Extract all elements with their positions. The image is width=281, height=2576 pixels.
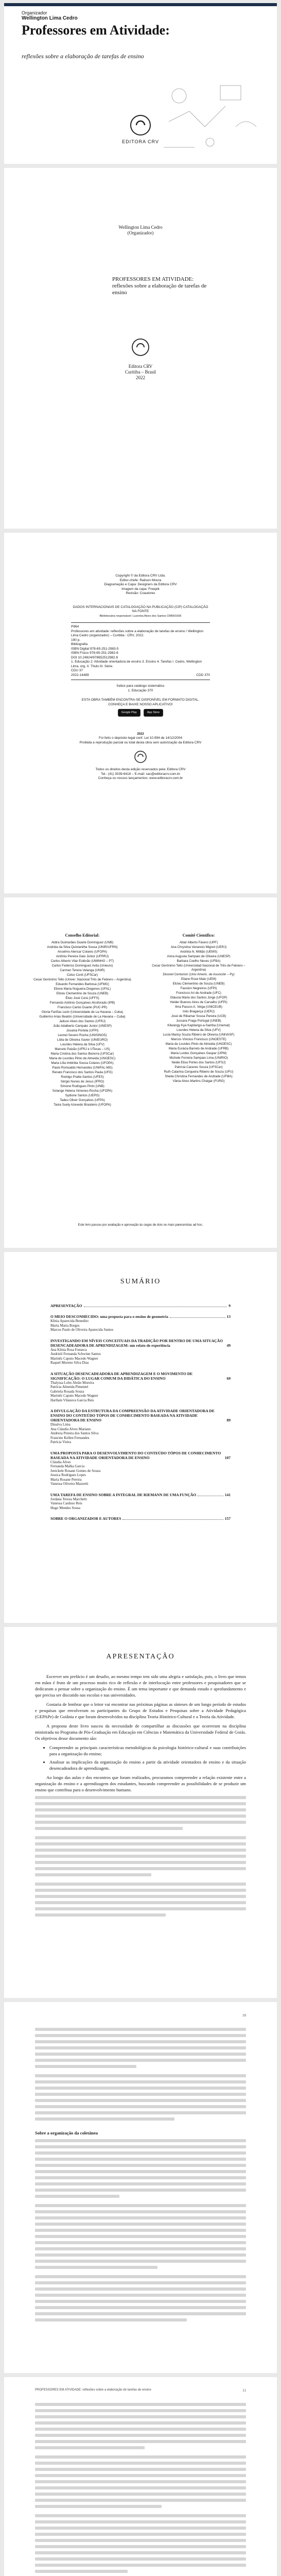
council-member: Cesar Gerónimo Tello (Univer .Nacional Três de Febrero – Argentina) <box>33 978 131 981</box>
objectives-list <box>49 1744 246 1771</box>
publisher-logo-icon <box>131 338 150 357</box>
council-member: Solange Helena Ximenes-Rocha (UFOPA) <box>52 1089 113 1093</box>
council-member: Anselmo Alencar Colares (UFOPA) <box>57 950 108 954</box>
cover-publisher-name: EDITORA CRV <box>122 139 159 144</box>
summary-entry-authors: Jordana Tereza Marchetti Vanessa Cardoso Reis Hugo Mendes Sousa <box>50 1497 87 1510</box>
list-item: • Compreender as principais características metodológicas da psicologia histórico-cultural e suas contribuições para a organização do ensino; <box>49 1744 246 1757</box>
summary-entry-title: INVESTIGANDO EM NÍVEIS CONCEITUAIS DA TRADIÇÃO POR DENTRO DE UMA SITUAÇÃO DESENCADEADORA DE APRENDIZAGEM: um relato de experiência <box>50 1338 223 1348</box>
summary-entry[interactable] <box>50 1409 231 1445</box>
catalog-line: DOI 10.24824/978652512982.8 <box>71 655 118 659</box>
council-member: Ruth Catarina Cerqueira Ribeiro de Souza (UFU) <box>164 1070 234 1074</box>
diagramming-line: Diagramação e Capa: Designers da Editora CRV <box>104 583 177 586</box>
catalog-line: Bibliografia <box>71 642 88 646</box>
council-member: Maria Cristina dos Santos Bezerra (UFSCar) <box>50 1052 114 1056</box>
copyright-line: Copyright © da Editora CRV Ltda. <box>115 574 166 578</box>
catalog-line: Professores em atividade: reflexões sobre a elaboração de tarefas de ensino / Wellington Lima Cedro (organizador) – Curitiba : CRV, 2022. <box>71 629 204 637</box>
summary-entry-row <box>50 1409 231 1422</box>
summary-entry-row <box>50 1303 231 1308</box>
publisher-logo-icon <box>130 114 151 136</box>
council-member: Gloria Fariñas León (Universidade de La Havana – Cuba) <box>41 1010 124 1014</box>
catalog-block <box>71 574 210 781</box>
text-body <box>35 2028 246 2325</box>
council-member: Elione Maria Nogueira Diogenes (UFAL) <box>54 987 111 991</box>
summary-entry[interactable] <box>50 1451 231 1486</box>
council-member: Andréia da Silva Quintanilha Sousa (UNIR/UFRN) <box>47 945 118 949</box>
summary-list <box>50 1303 231 1527</box>
google-play-badge[interactable]: Google Play <box>118 709 140 717</box>
catalog-line: 1. Educação 2. Atividade orientadora de ensino 3. Ensino 4. Tarefas I. Cedro, Wellington Lima. org. II. Título III. Série. <box>71 660 202 668</box>
catalog-heading: DADOS INTERNACIONAIS DE CATALOGAÇÃO NA PUBLICAÇÃO (CIP) CATALOGAÇÃO NA FONTE <box>73 605 208 613</box>
summary-entry-row <box>50 1516 231 1521</box>
cdu-right: CDD 370 <box>196 673 210 677</box>
title-page-publisher <box>4 364 277 381</box>
summary-entry[interactable] <box>50 1493 231 1511</box>
catalog-cdu-row <box>71 673 210 678</box>
reserved-year: 2022 <box>137 732 144 736</box>
council-member: Sérgio Nunes de Jesus (IFRO) <box>60 1080 104 1083</box>
council-member: Antônio Pereira Gaio Júnior (UFRRJ) <box>56 955 109 958</box>
cover-illustration <box>159 75 261 158</box>
author-role: (Organizador) <box>127 230 154 235</box>
editorial-council <box>31 934 134 1108</box>
summary-entry-title: UMA TAREFA DE ENSINO SOBRE A INTEGRAL DE RIEMANN DE UMA FUNÇÃO <box>50 1492 197 1497</box>
council-member: Leonel Severo Rocha (UNISINOS) <box>58 1033 107 1037</box>
summary-entry-row <box>50 1338 231 1348</box>
summary-entry-authors: Thalyssa Lobo Abrão Moreira Patrícia Almeida Pimentel Gabriela Rosada Souza Marinêz Caputo Macedo Wagner Harllam Vilanova Garcia Reis <box>50 1380 98 1402</box>
summary-entry-authors: Kênia Aparecida Benedito Maria Marta Borges Marcos Paulo de Oliveira Aparecida Santos <box>50 1319 114 1332</box>
council-member: Tadeu Oliver Gonçalves (UFPA) <box>60 1098 105 1102</box>
cover-top-bar <box>4 3 277 6</box>
peer-review-note: Este livro passou por avaliação e aprovação às cegas de dois ou mais pareceristas ad hoc. <box>78 1223 203 1227</box>
catalog-line: ISBN Físico 978-65-251-2982-8 <box>71 651 118 655</box>
scientific-committee <box>147 934 250 1084</box>
index-note: Índice para catálogo sistemático <box>116 684 165 688</box>
paragraph: Ao longo das aulas e dos encontros que foram realizados, procuramos compreender a relação existente entre a organização do ensino e a aprendizagem dos estudantes, buscando compreender as possibilidades de se produzir um ensino que contribua para o desenvolvimento humano. <box>35 1775 246 1792</box>
summary-page <box>4 1252 277 1623</box>
council-member: Ilma Passos A. Veiga (UNICEUB) <box>175 1005 222 1009</box>
cdu-left: 2022-14489 <box>71 673 89 677</box>
council-member: Sydione Santos (UEPG) <box>65 1094 100 1097</box>
digital-note: ESTA OBRA TAMBÉM ENCONTRA-SE DISPONÍVEL EM FORMATO DIGITAL. <box>81 698 200 702</box>
council-member: Eliane Rose Maio (UEM) <box>181 977 217 981</box>
council-member: Jailson Alves dos Santos (UFRJ) <box>59 1020 106 1023</box>
cover-subtitle: reflexões sobre a elaboração de tarefas de ensino <box>22 53 144 60</box>
title-page-author <box>4 225 277 236</box>
council-member: Marcelo Paixão (UFRJ e UTexas – US) <box>55 1047 110 1051</box>
council-member: Lourdes Helena da Silva (UFV) <box>177 1028 221 1032</box>
summary-entry[interactable] <box>50 1314 231 1332</box>
summary-entry-page: 69 <box>226 1376 231 1381</box>
council-member: Maria de Lourdes Pinto de Almeida (UNOESC) <box>49 1057 116 1060</box>
publisher-name: Editora CRV <box>128 364 153 369</box>
summary-entry-page: 9 <box>229 1303 231 1308</box>
council-member: Renato Francisco dos Santos Paula (UFG) <box>52 1071 113 1074</box>
council-member: Andréia N. Militão (UEMS) <box>180 950 218 954</box>
council-member: Ana Chrystina Venancio Mignot (UERJ) <box>170 945 227 949</box>
council-member: Elizeu Clementino de Souza (UNEB) <box>172 982 225 986</box>
summary-entry-row <box>50 1314 231 1319</box>
cover-organizer-name: Wellington Lima Cedro <box>22 15 78 21</box>
council-member: Paulo Romualdo Hernandes (UNIFAL-MG) <box>52 1066 113 1070</box>
council-member: Jussara Fraga Portugal (UNEB) <box>176 1019 221 1023</box>
summary-entry-row <box>50 1493 231 1497</box>
summary-entry-authors: Cláudia Alves Fernanda Malka Garcia Jenickele Rosane Gomes de Souza Jessica Rodrigues Lopes Maria Rosane Pereira Vanessa Oliveira Mazzetti <box>50 1460 101 1486</box>
council-member: Marcos Vinicius Francisco (UNOESTE) <box>171 1038 226 1041</box>
cover-organizer-label: Organizador <box>22 10 47 15</box>
editorial-council-list <box>31 941 134 1107</box>
council-member: Altair Alberto Fávero (UPF) <box>179 941 218 944</box>
summary-entry-title: A SITUAÇÃO DESENCADEADORA DE APRENDIZAGEM E O MOVIMENTO DE SIGNIFICAÇÃO: O LUGAR COMUM DA DIDÁTICA DO ENSINO <box>50 1371 193 1381</box>
council-member: Carmen Tereza Velanga (UNIR) <box>60 969 105 972</box>
council-member: Inês Bragança (UERJ) <box>183 1010 215 1013</box>
council-member: Sheila Christina Fernandes de Andrade (UFMA) <box>165 1075 233 1078</box>
presentation-page <box>4 1627 277 1998</box>
council-member: Diosnel Centurion (Univ Americ. de Asunción – Py) <box>163 973 235 976</box>
council-member: Lourdes Helena da Silva (UFV) <box>60 1043 104 1046</box>
council-member: Anna Augusta Sampaio de Oliveira (UNESP) <box>167 955 231 958</box>
store-badges <box>71 709 210 717</box>
app-store-badge[interactable]: App Store <box>144 709 163 717</box>
council-member: Simone Rodrigues Pinto (UNB) <box>60 1084 104 1088</box>
catalog-librarian: Bibliotecária responsável: Luzenira Alves dos Santos CRB9/1506 <box>99 614 182 618</box>
council-member: Vânia Alves Martins Chaigar (FURG) <box>172 1079 225 1083</box>
summary-entry[interactable] <box>50 1371 231 1403</box>
summary-entry-page: 49 <box>226 1343 231 1348</box>
council-member: Lucia Marisy Souza Ribeiro de Oliveira (UNIVASF) <box>163 1033 235 1037</box>
council-member: Helder Buenos Aires de Carvalho (UFPI) <box>170 1001 227 1004</box>
council-member: Cesar Gerónimo Tello (Universidad Nacional de Três de Febrero – Argentina) <box>152 964 245 972</box>
council-member: Kilwangy Kya Kapitango-a-Samba (Unemat) <box>167 1024 230 1027</box>
index-item: 1. Educação 370 <box>128 688 153 692</box>
paragraph: A proposta deste livro nasceu da necessidade de compartilhar as discussões que ocorreram na disciplina ministrada no Programa de Pós-Graduação em Educação em Ciências e Matemática da Universidade Federal de Goiás. Os objetivos desse documento são: <box>35 1723 246 1741</box>
paragraph: Gostaria de lembrar que o leitor vai encontrar nas próximas páginas as sínteses de um longo período de estudos e pesquisas que envolveram os participantes do Grupo de Estudos e Pesquisas sobre a Atividade Pedagógica (GEPAPe) de Goiânia e que foram desenvolvidos na disciplina Teoria Histórico-Cultural e a Teoria da Atividade. <box>35 1702 246 1719</box>
rights-line: Todos os direitos desta edição reservados pela: Editora CRV <box>95 768 186 771</box>
councils-page <box>4 897 277 1248</box>
council-member: Lídia de Oliveira Xavier (UNIEURO) <box>57 1038 108 1042</box>
catalog-line: CDU 37 <box>71 669 83 672</box>
council-member: Fernando Antônio Gonçalves Alcoforado (IPB) <box>49 1001 115 1005</box>
editor-line: Editor-chefe: Railson Moura <box>119 578 162 582</box>
publisher-year: 2022 <box>136 375 145 380</box>
app-note: CONHEÇA E BAIXE NOSSO APLICATIVO! <box>108 702 173 706</box>
catalog-line: ISBN Digital 978-65-251-2983-5 <box>71 647 119 651</box>
council-member: Rodrigo Pratte-Santos (UFES) <box>61 1075 104 1079</box>
page-number: 11 <box>242 2388 246 2393</box>
text-body <box>35 2403 246 2576</box>
legal-deposit: Foi feito o depósito legal conf. Lei 10.994 de 14/12/2004 <box>99 736 182 740</box>
council-member: Michele Ferreira Sampaio Lima (UNIRIO) <box>169 1056 228 1060</box>
summary-entry[interactable] <box>50 1338 231 1365</box>
summary-entry-title: A DIVULGAÇÃO DA ESTRUTURA DA COMPREENSÃO DA ATIVIDADE ORIENTADORA DE ENSINO DO CONTEÚDO TÓPOS DE CONHECIMENTO BASEADA NA ATIVIDADE ORIENTADORA DE ENSINO <box>50 1409 215 1422</box>
council-member: Élsio José Corá (UFFS) <box>65 996 99 1000</box>
summary-entry-authors: Dinalva Lima Ana Cláudia Alves Mariano Andreza Pereira dos Santos Silva Francine Kellen Fernandes Patrícia Vieira <box>50 1422 99 1444</box>
publisher-logo-icon <box>134 750 147 764</box>
summary-entry-page: 141 <box>224 1492 231 1497</box>
council-member: Maria Lurdes Gonçalves Gaspar (UPM) <box>170 1052 227 1055</box>
summary-entry[interactable] <box>50 1303 231 1308</box>
summary-entry[interactable] <box>50 1516 231 1521</box>
council-member: Guillermo Arias Beatón (Universidade de La Havana – Cuba) <box>39 1015 126 1019</box>
summary-entry-title: SOBRE O ORGANIZADOR E AUTORES <box>50 1516 121 1521</box>
summary-heading: SUMÁRIO <box>120 1278 161 1285</box>
council-member: Barbara Coelho Neves (UFBA) <box>177 959 221 963</box>
council-member: José de Ribamar Sousa Pereira (UCB) <box>171 1014 226 1018</box>
list-item: • Analisar as implicações da organização do ensino a partir da atividade orientadora de ensino e da situação desencadeadora de aprendizagem. <box>49 1759 246 1771</box>
council-member: Celso Conti (UFSCar) <box>66 973 98 977</box>
catalog-page <box>4 533 277 893</box>
catalog-record <box>71 622 210 680</box>
cover-page <box>4 3 277 164</box>
summary-entry-row <box>50 1451 231 1460</box>
scientific-committee-list <box>147 941 250 1083</box>
cover-title: Professores em Atividade: <box>22 23 170 38</box>
reproduction-notice: Proibida a reprodução parcial ou total desta obra sem autorização da Editora CRV <box>79 740 202 744</box>
cover-image-line: Imagem da capa: Freepik <box>121 587 160 591</box>
section-subheading: Sobre a organização da coletânea <box>35 2130 98 2136</box>
website-line[interactable]: Conheça os nossos lançamentos: www.editoracrv.com.br <box>98 776 183 780</box>
publisher-city: Curitiba – Brasil <box>125 369 156 375</box>
council-member: Francisco Ari de Andrade (UFC) <box>176 991 221 995</box>
council-member: Elizeu Clementino de Souza (UNEB) <box>56 992 109 995</box>
title-page-title: PROFESSORES EM ATIVIDADE: reflexões sobre a elaboração de tarefas de ensino <box>112 276 207 296</box>
council-member: Eduardo Fernandes Barbosa (UFMG) <box>56 982 109 986</box>
council-member: Carlos Alberto Vilar Estêvão (UMINHO – PT) <box>50 959 114 963</box>
running-head: PROFESSORES EM ATIVIDADE: reflexões sobre a elaboração de tarefas de ensino <box>35 2388 151 2392</box>
summary-entry-title: APRESENTAÇÃO <box>50 1303 82 1308</box>
council-member: Josania Portela (UFPI) <box>66 1029 99 1032</box>
text-page <box>4 2377 277 2576</box>
summary-entry-title: UMA PROPOSTA PARA O DESENVOLVIMENTO DO CONTEÚDO TÓPOS DE CONHECIMENTO BASEADA NA ATIVIDADE ORIENTADORA DE ENSINO <box>50 1450 221 1460</box>
author-name: Wellington Lima Cedro <box>118 225 163 230</box>
council-member: Maria Lília Imbiriba Sousa Colares (UFOPA) <box>51 1061 114 1065</box>
text-page <box>4 2002 277 2373</box>
leader-dots <box>122 1519 223 1520</box>
review-line: Revisão: Coautores <box>126 591 155 595</box>
title-page <box>4 168 277 529</box>
summary-entry-page: 13 <box>226 1314 231 1319</box>
council-member: Gláucia Maria dos Santos Jorge (UFOP) <box>170 996 227 999</box>
summary-entry-page: 89 <box>226 1418 231 1422</box>
summary-entry-row <box>50 1371 231 1381</box>
council-member: Fauston Negreiros (UFPI) <box>180 987 217 990</box>
summary-entry-authors: Ana Kênia Rosa Fonseca Andrieli Fernanda Schwinn Santos Marinêz Caputo Macedo Wagner Raquel Moreno Silva Dias <box>50 1347 101 1365</box>
catalog-line: 190 p. <box>71 638 81 642</box>
council-member: Maria Eurácia Barreto de Andrade (UFRB) <box>168 1047 229 1050</box>
contact-line: Tel.: (41) 3039-6418 – E-mail: sac@editoracrv.com.br <box>101 772 180 776</box>
summary-entry-title: O MEIO DESCONHECIDO: uma proposta para o ensino de geometria <box>50 1314 168 1319</box>
council-member: Aldira Guimarães Duarte Domínguez (UNB) <box>51 941 114 944</box>
presentation-heading: APRESENTAÇÃO <box>106 1653 175 1660</box>
council-member: Carlos Federico Dominguez Avila (Unieuro) <box>51 964 113 968</box>
presentation-body <box>35 1673 246 1920</box>
council-member: Patrícia Caceres Souza (UFSCar) <box>174 1065 223 1069</box>
council-member: João Adalberto Campato Junior (UNESP) <box>53 1024 112 1028</box>
summary-entry-page: 157 <box>224 1516 231 1521</box>
council-member: Tania Suely Azevedo Brasileiro (UFOPA) <box>54 1103 111 1107</box>
council-member: Neide Elisa Portes dos Santos (UFSJ) <box>171 1061 226 1064</box>
catalog-line: P964 <box>71 625 79 629</box>
paragraph: Escrever um prefácio é um desafio, ao mesmo tempo tem sido uma alegria e satisfação, pois, o livro que temos em mãos é fruto de um processo muito rico de reflexão e de interlocução entre professores e pesquisadores que se dedicaram a pensar sobre a organização do ensino. É um tema importante e que demanda estudo e aprofundamento e que precisa ser discutido nas escolas e nas universidades. <box>35 1674 246 1698</box>
editorial-council-title: Conselho Editorial: <box>65 933 100 938</box>
summary-entry-page: 107 <box>224 1455 231 1460</box>
page-number: 10 <box>242 2013 246 2018</box>
scientific-committee-title: Comitê Científico: <box>182 933 215 938</box>
council-member: Francisco Carlos Duarte (PUC-PR) <box>57 1006 108 1009</box>
council-member: Maria de Lourdes Pinto de Almeida (UNOESC) <box>165 1042 232 1046</box>
leader-dots <box>170 1317 225 1318</box>
